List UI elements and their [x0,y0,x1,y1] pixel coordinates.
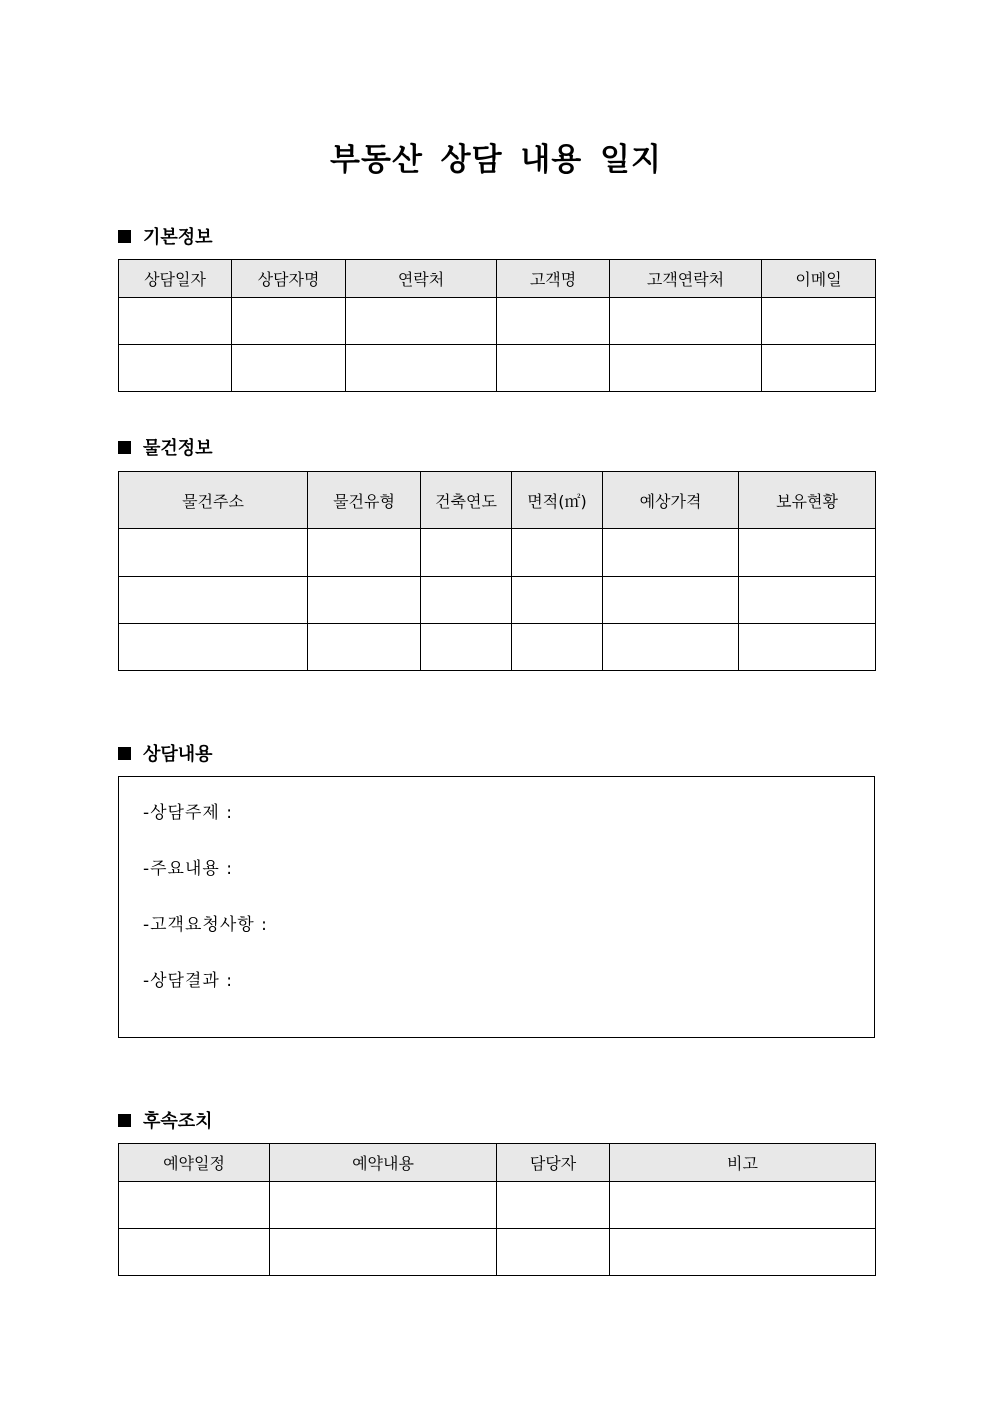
table-cell[interactable] [232,345,346,392]
consultation-heading-label: 상담내용 [143,744,213,765]
table-cell[interactable] [739,577,876,624]
table-cell[interactable] [119,577,308,624]
table-row [119,1229,876,1276]
table-cell[interactable] [739,529,876,577]
basic-info-heading [118,223,213,249]
table-row [119,345,876,392]
table-cell[interactable] [119,345,232,392]
black-square-icon [118,230,131,243]
column-header: 고객명 [497,260,610,298]
table-cell[interactable] [497,1229,610,1276]
table-cell[interactable] [512,577,603,624]
table-cell[interactable] [610,1182,876,1229]
property-info-heading [118,434,213,460]
table-cell[interactable] [308,624,421,671]
table-cell[interactable] [603,529,739,577]
customer-request-line: -고객요청사항 : [143,915,268,935]
followup-heading [118,1107,213,1133]
column-header: 보유현황 [739,472,876,529]
column-header: 담당자 [497,1144,610,1182]
column-header: 고객연락처 [610,260,762,298]
property-info-table [118,471,876,671]
table-cell[interactable] [497,1182,610,1229]
table-cell[interactable] [762,345,876,392]
column-header: 상담일자 [119,260,232,298]
table-cell[interactable] [610,298,762,345]
consultation-topic-line: -상담주제 : [143,803,233,823]
column-header: 연락처 [346,260,497,298]
table-cell[interactable] [421,529,512,577]
followup-heading-label: 후속조치 [143,1111,213,1132]
page-title: 부동산 상담 내용 일지 [330,142,662,178]
table-row [119,1182,876,1229]
column-header: 상담자명 [232,260,346,298]
basic-info-table [118,259,876,392]
table-cell[interactable] [610,1229,876,1276]
column-header: 예약내용 [270,1144,497,1182]
table-row [119,298,876,345]
table-cell[interactable] [603,624,739,671]
basic-info-heading-label: 기본정보 [143,227,213,248]
column-header: 건축연도 [421,472,512,529]
table-cell[interactable] [739,624,876,671]
table-cell[interactable] [610,345,762,392]
table-cell[interactable] [346,298,497,345]
column-header: 면적(㎡) [512,472,603,529]
black-square-icon [118,747,131,760]
table-cell[interactable] [270,1182,497,1229]
table-cell[interactable] [119,624,308,671]
consultation-heading [118,740,213,766]
black-square-icon [118,1114,131,1127]
table-cell[interactable] [762,298,876,345]
table-cell[interactable] [119,298,232,345]
table-header-row [119,260,876,298]
column-header: 예상가격 [603,472,739,529]
table-cell[interactable] [346,345,497,392]
table-header-row [119,472,876,529]
column-header: 물건주소 [119,472,308,529]
table-cell[interactable] [119,529,308,577]
table-cell[interactable] [421,624,512,671]
table-cell[interactable] [497,345,610,392]
table-cell[interactable] [497,298,610,345]
table-cell[interactable] [270,1229,497,1276]
table-cell[interactable] [232,298,346,345]
property-info-heading-label: 물건정보 [143,438,213,459]
followup-table [118,1143,876,1276]
table-cell[interactable] [119,1229,270,1276]
table-row [119,577,876,624]
column-header: 예약일정 [119,1144,270,1182]
table-cell[interactable] [421,577,512,624]
table-cell[interactable] [603,577,739,624]
consultation-content-box[interactable] [118,776,875,1038]
column-header: 비고 [610,1144,876,1182]
black-square-icon [118,441,131,454]
main-content-line: -주요내용 : [143,859,233,879]
column-header: 물건유형 [308,472,421,529]
table-cell[interactable] [119,1182,270,1229]
table-row [119,529,876,577]
column-header: 이메일 [762,260,876,298]
table-cell[interactable] [512,624,603,671]
table-header-row [119,1144,876,1182]
table-cell[interactable] [308,529,421,577]
table-cell[interactable] [512,529,603,577]
consultation-result-line: -상담결과 : [143,971,233,991]
table-row [119,624,876,671]
table-cell[interactable] [308,577,421,624]
